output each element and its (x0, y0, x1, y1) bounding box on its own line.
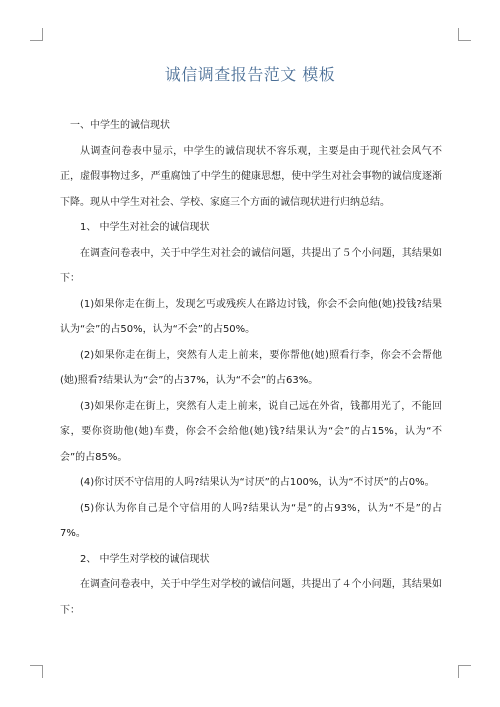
survey-question: (1)如果你走在街上，发现乞丐或残疾人在路边讨钱，你会不会向他(她)投钱?结果认为“会”的占50%，认为“不会”的占50%。 (60, 298, 442, 335)
crop-mark-top-right (458, 28, 471, 41)
paragraph: 在调查问卷表中，关于中学生对社会的诚信问题，共提出了５个小问题，其结果如下： (60, 247, 442, 284)
survey-question: (3)如果你走在街上，突然有人走上前来，说自己远在外省，钱都用光了，不能回家，要你资助他(她)车费，你会不会给他(她)钱?结果认为“会”的占15%，认为“不会”的占85%。 (60, 400, 442, 463)
section-heading: 一、中学生的诚信现状 (70, 120, 170, 131)
survey-question: (4)你讨厌不守信用的人吗?结果认为“讨厌”的占100%，认为“不讨厌”的占0%。 (80, 477, 435, 488)
crop-mark-bottom-left (30, 665, 43, 678)
paragraph: 从调查问卷表中显示，中学生的诚信现状不容乐观，主要是由于现代社会风气不正，虚假事物过多，严重腐蚀了中学生的健康思想，使中学生对社会事物的诚信度逐渐下降。现从中学生对社会、学校、家庭三个方面的诚信现状进行归纳总结。 (60, 145, 442, 208)
document-body (60, 113, 442, 623)
crop-mark-top-left (30, 28, 43, 41)
subsection-heading: 2、 中学生对学校的诚信现状 (80, 553, 210, 565)
survey-question: (2)如果你走在街上，突然有人走上前来，要你帮他(她)照看行李，你会不会帮他(她)照看?结果认为“会”的占37%，认为“不会”的占63%。 (60, 349, 442, 386)
subsection-heading: 1、 中学生对社会的诚信现状 (80, 222, 210, 233)
paragraph: 在调查问卷表中，关于中学生对学校的诚信问题，共提出了４个小问题，其结果如下： (60, 579, 442, 616)
document-title: 诚信调查报告范文 模板 (164, 65, 336, 84)
crop-mark-bottom-right (458, 665, 471, 678)
survey-question: (5)你认为你自己是个守信用的人吗?结果认为“是”的占93%，认为“不是”的占7%。 (60, 502, 442, 539)
